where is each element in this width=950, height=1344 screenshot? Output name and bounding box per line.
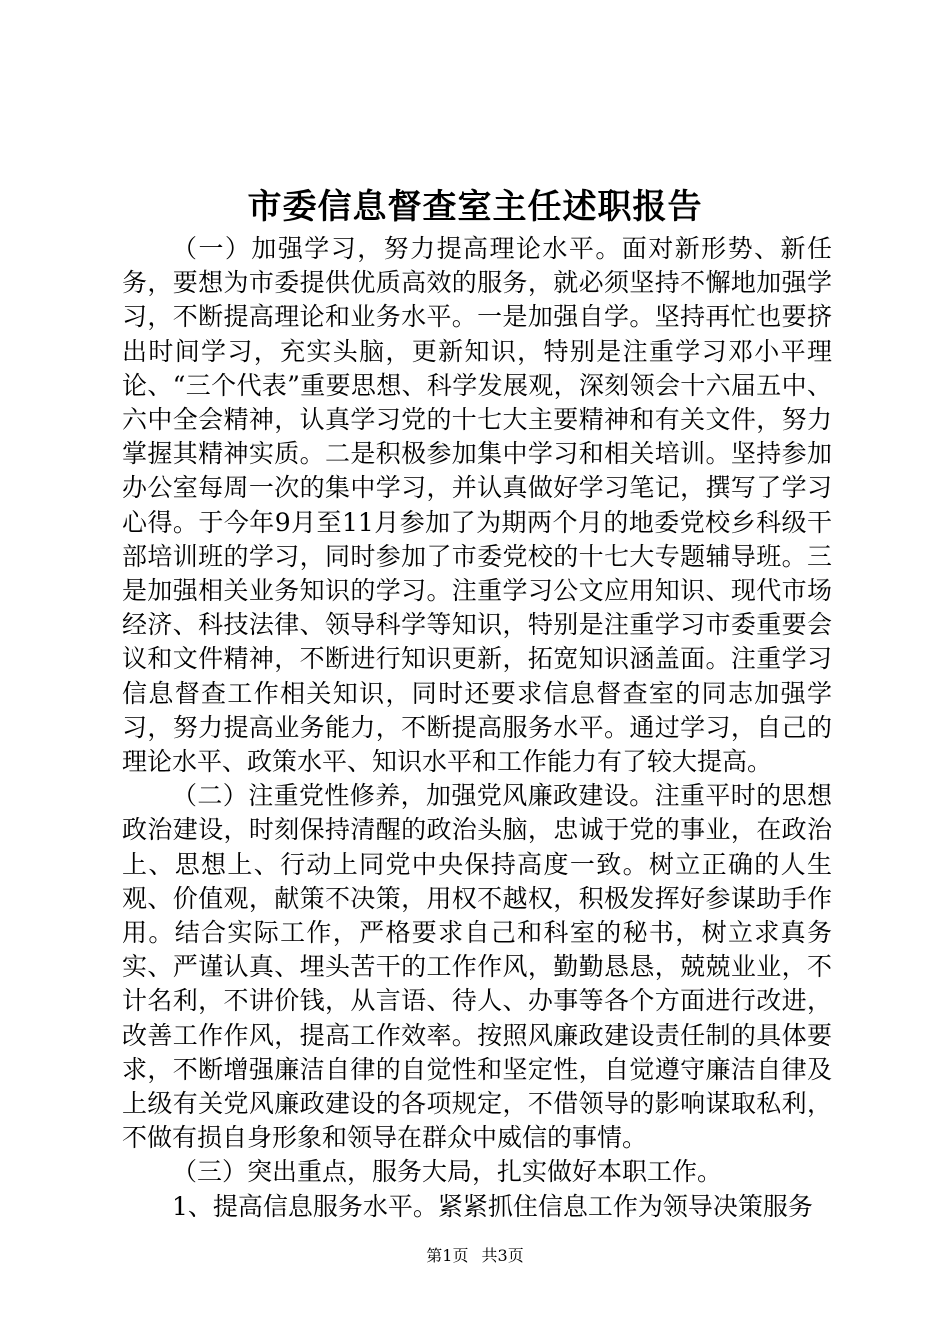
paragraph-1: （一）加强学习，努力提高理论水平。面对新形势、新任务，要想为市委提供优质高效的服务，就必须坚持不懈地加强学习，不断提高理论和业务水平。一是加强自学。坚持再忙也要挤出时间学习，充实头脑，更新知识，特别是注重学习邓小平理论、“三个代表”重要思想、科学发展观，深刻领会十六届五中、六中全会精神，认真学习党的十七大主要精神和有关文件，努力掌握其精神实质。二是积极参加集中学习和相关培训。坚持参加办公室每周一次的集中学习，并认真做好学习笔记，撰写了学习心得。于今年9月至11月参加了为期两个月的地委党校乡科级干部培训班的学习，同时参加了市委党校的十七大专题辅导班。三是加强相关业务知识的学习。注重学习公文应用知识、现代市场经济、科技法律、领导科学等知识，特别是注重学习市委重要会议和文件精神，不断进行知识更新，拓宽知识涵盖面。注重学习信息督查工作相关知识，同时还要求信息督查室的同志加强学习，努力提高业务能力，不断提高服务水平。通过学习，自己的理论水平、政策水平、知识水平和工作能力有了较大提高。 [122,234,832,777]
paragraph-2: （二）注重党性修养，加强党风廉政建设。注重平时的思想政治建设，时刻保持清醒的政治头脑，忠诚于党的事业，在政治上、思想上、行动上同党中央保持高度一致。树立正确的人生观、价值观，献策不决策，用权不越权，积极发挥好参谋助手作用。结合实际工作，严格要求自己和科室的秘书，树立求真务实、严谨认真、埋头苦干的工作作风，勤勤恳恳，兢兢业业，不计名利，不讲价钱，从言语、待人、办事等各个方面进行改进，改善工作作风，提高工作效率。按照风廉政建设责任制的具体要求，不断增强廉洁自律的自觉性和坚定性，自觉遵守廉洁自律及上级有关党风廉政建设的各项规定，不借领导的影响谋取私利，不做有损自身形象和领导在群众中威信的事情。 [122,781,832,1153]
page-total: 共3页 [481,1246,524,1265]
paragraph-4: 1、提高信息服务水平。紧紧抓住信息工作为领导决策服务 [172,1191,813,1221]
page-number: 第1页 [426,1246,469,1265]
page-footer [0,1244,950,1268]
document-title: 市委信息督查室主任述职报告 [247,187,703,227]
paragraph-3: （三）突出重点，服务大局，扎实做好本职工作。 [172,1157,723,1187]
document-body [122,232,832,1224]
